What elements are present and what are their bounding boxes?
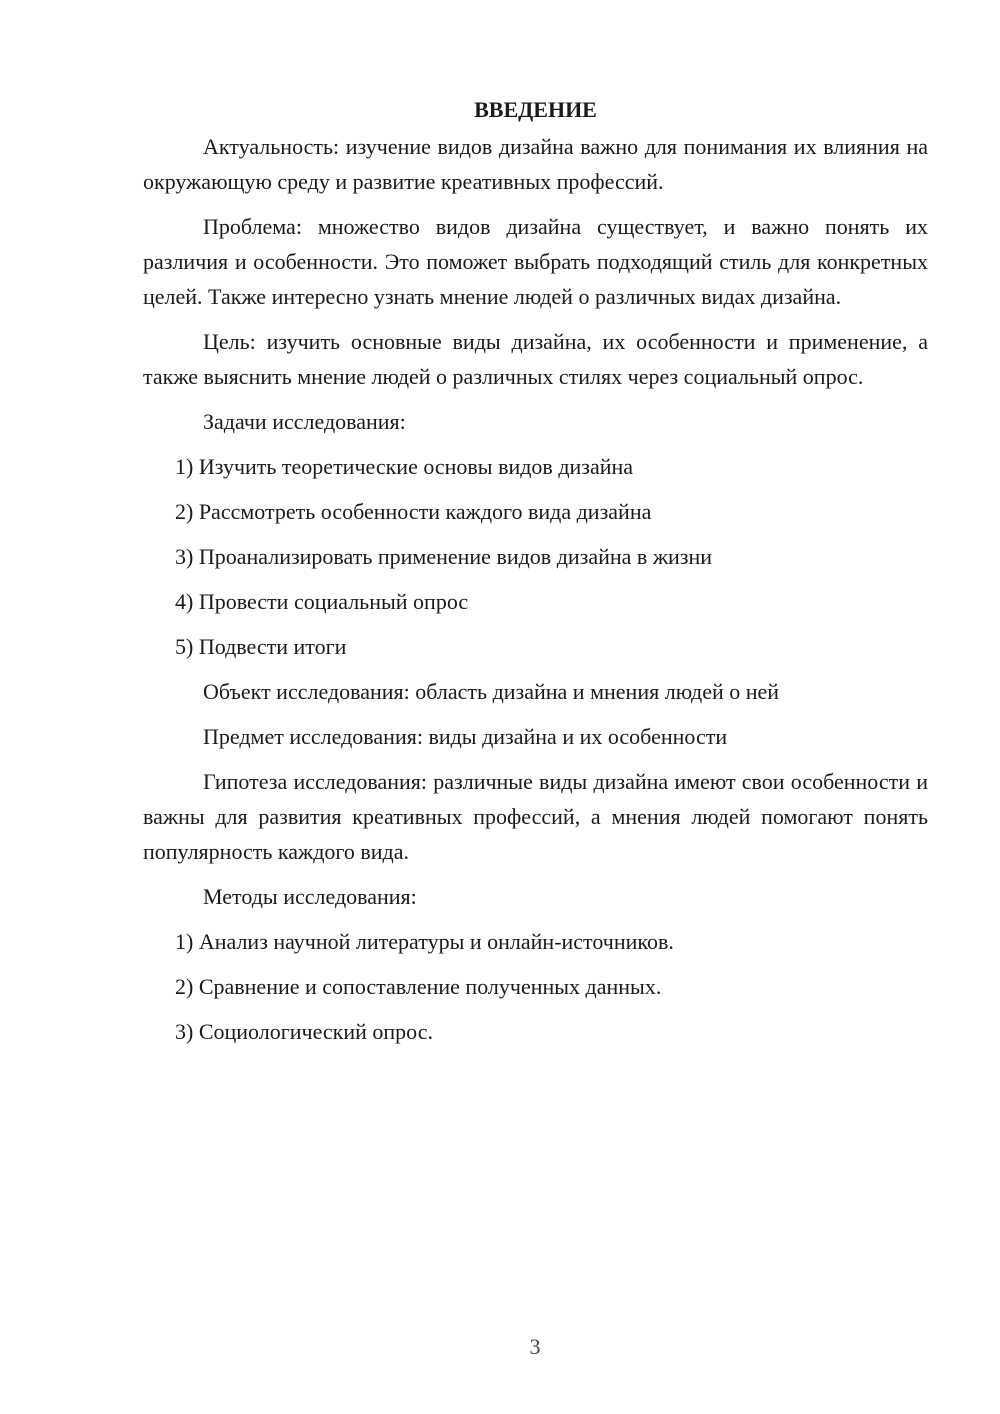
list-item: 2) Сравнение и сопоставление полученных данных. bbox=[175, 974, 662, 999]
list-item: 1) Анализ научной литературы и онлайн-источников. bbox=[175, 929, 674, 954]
problem-paragraph: Проблема: множество видов дизайна существует, и важно понять их различия и особенности. Это поможет выбрать подходящий стиль для конкретных целей. Также интересно узнать мнение людей о различных видах дизайна. bbox=[143, 214, 928, 309]
tasks-list bbox=[143, 449, 928, 664]
methods-label: Методы исследования: bbox=[203, 884, 417, 909]
goal-paragraph: Цель: изучить основные виды дизайна, их особенности и применение, а также выяснить мнение людей о различных стилях через социальный опрос. bbox=[143, 329, 928, 389]
tasks-label: Задачи исследования: bbox=[203, 409, 406, 434]
section-heading: ВВЕДЕНИЕ bbox=[474, 97, 597, 122]
methods-list bbox=[143, 924, 928, 1049]
list-item: 3) Проанализировать применение видов дизайна в жизни bbox=[175, 544, 713, 569]
list-item: 1) Изучить теоретические основы видов дизайна bbox=[175, 454, 634, 479]
list-item: 4) Провести социальный опрос bbox=[175, 589, 469, 614]
document-body bbox=[143, 92, 928, 1059]
list-item: 2) Рассмотреть особенности каждого вида дизайна bbox=[175, 499, 652, 524]
subject-line: Предмет исследования: виды дизайна и их особенности bbox=[203, 724, 728, 749]
list-item: 3) Социологический опрос. bbox=[175, 1019, 433, 1044]
object-line: Объект исследования: область дизайна и мнения людей о ней bbox=[203, 679, 780, 704]
page-number: 3 bbox=[529, 1334, 541, 1359]
relevance-paragraph: Актуальность: изучение видов дизайна важно для понимания их влияния на окружающую среду и развитие креативных профессий. bbox=[143, 134, 928, 194]
hypothesis-paragraph: Гипотеза исследования: различные виды дизайна имеют свои особенности и важны для развития креативных профессий, а мнения людей помогают понять популярность каждого вида. bbox=[143, 769, 928, 864]
list-item: 5) Подвести итоги bbox=[175, 634, 347, 659]
